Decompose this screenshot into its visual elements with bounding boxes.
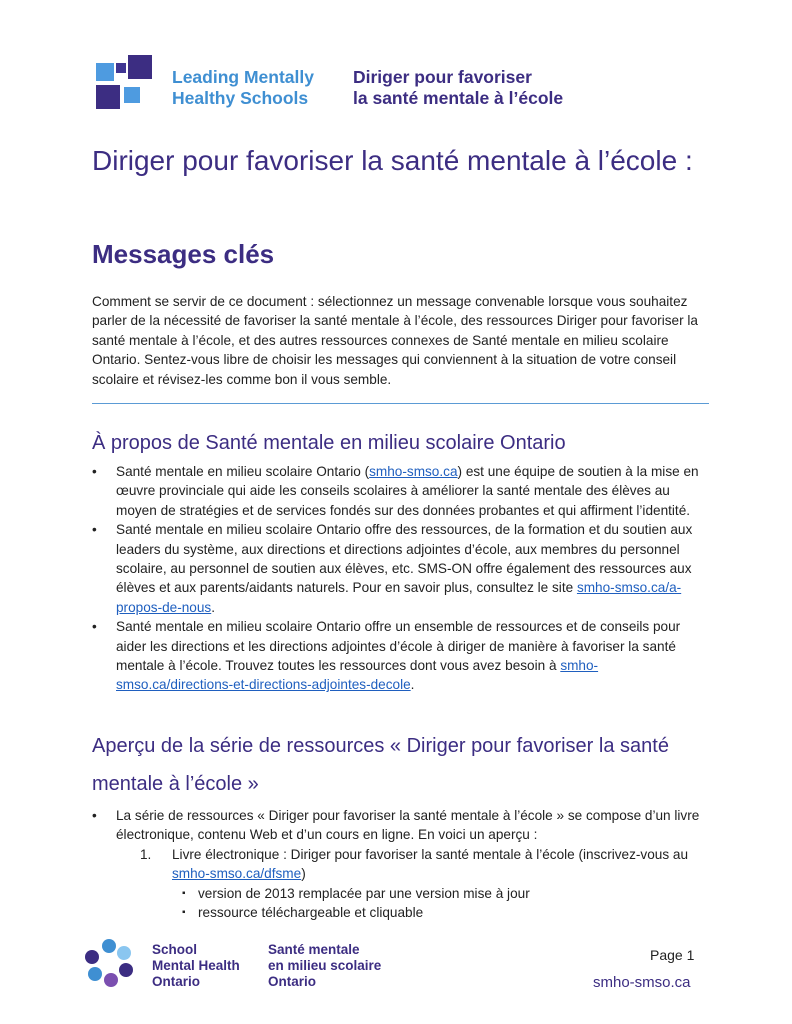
brand-fr-line1: Diriger pour favoriser (353, 67, 532, 87)
brand-fr-line2: la santé mentale à l’école (353, 88, 564, 108)
list-item: • La série de ressources « Diriger pour favoriser la santé mentale à l’école » se compose d’un livre électronique, contenu Web et d’un cours en ligne. En voici un aperçu : 1. Livre électronique : Diriger pour favoriser la santé mentale à l’école (inscrivez-vous au smho-smso.ca/dfsme) ▪ version de 2013 remplacée par une version mise à jour ▪ ressource téléchargeable et cliquable (92, 806, 712, 922)
square-bullet-icon: ▪ (182, 887, 186, 899)
bullet-icon: • (92, 522, 97, 538)
list-item: • Santé mentale en milieu scolaire Ontario offre des ressources, de la formation et du soutien aux leaders du système, aux directions et directions adjointes d’école, aux membres du personnel scolaire, au personnel de soutien aux élèves, etc. SMS-ON offre également des ressources aux élèves et aux parents/aidants naturels. Pour en savoir plus, consultez le site smho-smso.ca/a-propos-de-nous. (92, 522, 693, 615)
principals-link[interactable]: smho-smso.ca/directions-et-directions-adjointes-decole (116, 658, 599, 693)
page-title: Diriger pour favoriser la santé mentale à l’école : (92, 145, 693, 176)
sub-list (172, 884, 712, 923)
flower-logo-icon (84, 938, 134, 988)
about-list (92, 462, 712, 695)
dfsme-link[interactable]: smho-smso.ca/dfsme (172, 866, 302, 882)
about-us-link[interactable]: smho-smso.ca/a-propos-de-nous (116, 580, 682, 615)
footer-website[interactable]: smho-smso.ca (593, 974, 691, 991)
footer-org-english: School Mental Health Ontario (152, 942, 240, 989)
bullet-icon: • (92, 619, 97, 635)
list-item: • Santé mentale en milieu scolaire Ontario (smho-smso.ca) est une équipe de soutien à la mise en œuvre provinciale qui aide les conseils scolaires à améliorer la santé mentale des élèves au moyen de stratégies et de services fondés sur des données probantes et qui affirment l’identité. (92, 464, 699, 518)
series-list (92, 806, 712, 922)
page-number: Page 1 (650, 947, 695, 963)
intro-paragraph: Comment se servir de ce document : sélectionnez un message convenable lorsque vous souhaitez parler de la nécessité de favoriser la santé mentale à l’école, des ressources Diriger pour favoriser la santé mentale à l’école, et des autres ressources connexes de Santé mentale en milieu scolaire Ontario. Sentez-vous libre de choisir les messages qui conviennent à la situation de votre conseil scolaire et révisez-les comme bon il vous semble. (92, 294, 698, 387)
numbered-list (116, 845, 712, 923)
smho-link[interactable]: smho-smso.ca (369, 464, 458, 479)
brand-name-french (353, 67, 563, 109)
bullet-icon: • (92, 808, 97, 823)
bullet-icon: • (92, 464, 97, 479)
list-item: 1. Livre électronique : Diriger pour favoriser la santé mentale à l’école (inscrivez-vous au smho-smso.ca/dfsme) ▪ version de 2013 remplacée par une version mise à jour ▪ ressource téléchargeable et cliquable (140, 845, 712, 923)
series-heading: Aperçu de la série de ressources « Diriger pour favoriser la santé mentale à l’école » (92, 735, 669, 795)
about-heading: À propos de Santé mentale en milieu scolaire Ontario (92, 432, 566, 454)
list-item: • Santé mentale en milieu scolaire Ontario offre un ensemble de ressources et de conseils pour aider les directions et les directions adjointes d’école à diriger de manière à favoriser la santé mentale à l’école. Trouvez toutes les ressources dont vous avez besoin à smho-smso.ca/directions-et-directions-adjointes-decole. (92, 619, 681, 693)
footer-org-french: Santé mentale en milieu scolaire Ontario (268, 942, 382, 989)
brand-en-line2: Healthy Schools (172, 88, 309, 108)
brand-en-line1: Leading Mentally (172, 67, 314, 87)
page-subtitle: Messages clés (92, 239, 275, 269)
divider (92, 403, 709, 404)
list-item: ▪ ressource téléchargeable et cliquable (180, 903, 712, 922)
squares-logo-icon (96, 53, 154, 111)
brand-name-english (172, 67, 314, 109)
square-bullet-icon: ▪ (182, 907, 186, 919)
list-item: ▪ version de 2013 remplacée par une version mise à jour (180, 884, 712, 903)
